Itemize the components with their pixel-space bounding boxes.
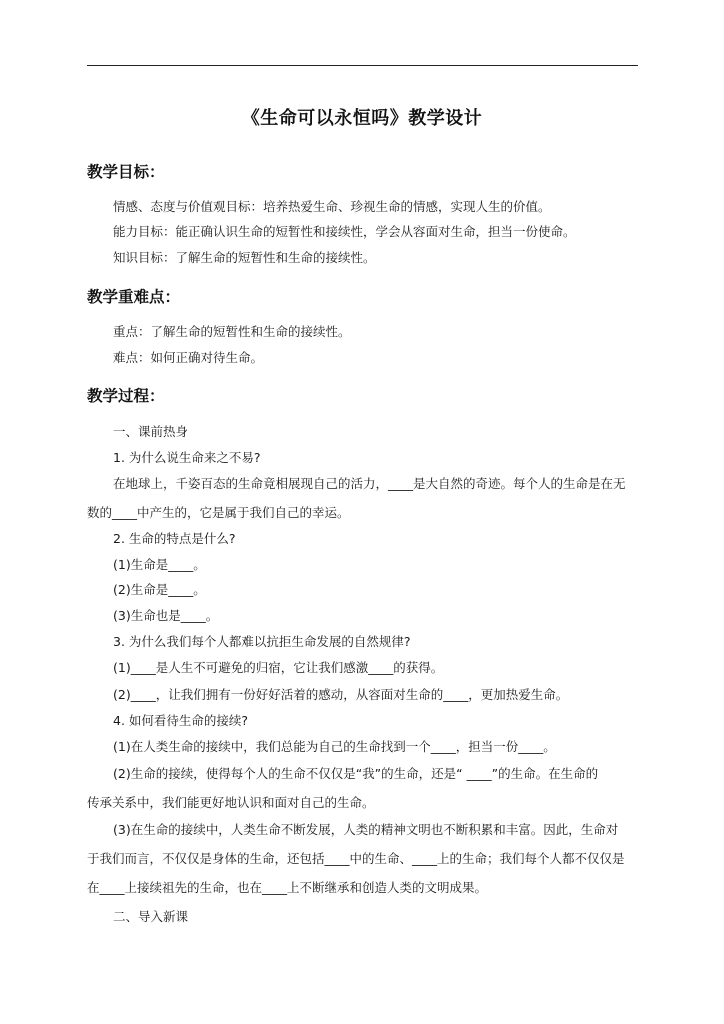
answer-line: (1)____是人生不可避免的归宿，它让我们感激____的获得。 [113,660,444,675]
key-point: 重点：了解生命的短暂性和生命的接续性。 [113,324,351,339]
answer-line: (3)生命也是____。 [113,608,219,623]
answer-line: (2)____，让我们拥有一份好好活着的感动，从容面对生命的____，更加热爱生命。 [113,687,569,702]
heading-key-points: 教学重难点： [87,288,181,306]
answer-line: (1)在人类生命的接续中，我们总能为自己的生命找到一个____，担当一份____。 [113,739,556,754]
answer-line: (2)生命是____。 [113,582,206,597]
document-title: 《生命可以永恒吗》教学设计 [241,108,483,129]
question-1: 1. 为什么说生命来之不易? [113,450,261,465]
goal-knowledge: 知识目标：了解生命的短暂性和生命的接续性。 [113,250,376,265]
paragraph-line: 在地球上，千姿百态的生命竟相展现自己的活力，____是大自然的奇迹。每个人的生命是在无 [113,476,626,491]
paragraph-line: 数的____中产生的，它是属于我们自己的幸运。 [87,505,350,520]
paragraph-line: 在____上接续祖先的生命，也在____上不断继承和创造人类的文明成果。 [87,880,488,895]
answer-line: (1)生命是____。 [113,557,206,572]
paragraph-line: 传承关系中，我们能更好地认识和面对自己的生命。 [87,795,375,810]
goal-emotion: 情感、态度与价值观目标：培养热爱生命、珍视生命的情感，实现人生的价值。 [113,199,551,214]
paragraph-line: (2)生命的接续，使得每个人的生命不仅仅是“我”的生命，还是“ ____”的生命。在生命的 [113,766,599,781]
heading-teaching-process: 教学过程： [87,387,165,405]
goal-ability: 能力目标：能正确认识生命的短暂性和接续性，学会从容面对生命，担当一份使命。 [113,224,576,239]
question-3: 3. 为什么我们每个人都难以抗拒生命发展的自然规律? [113,634,411,649]
header-rule [87,65,638,66]
question-2: 2. 生命的特点是什么? [113,531,236,546]
heading-teaching-goals: 教学目标： [87,163,165,181]
paragraph-line: 于我们而言，不仅仅是身体的生命，还包括____中的生命、____上的生命；我们每个人都不仅仅是 [87,851,625,866]
process-section-1: 一、课前热身 [113,424,189,439]
paragraph-line: (3)在生命的接续中，人类生命不断发展，人类的精神文明也不断积累和丰富。因此，生命对 [113,822,619,837]
difficult-point: 难点：如何正确对待生命。 [113,350,264,365]
process-section-2: 二、导入新课 [113,909,189,924]
question-4: 4. 如何看待生命的接续? [113,713,249,728]
